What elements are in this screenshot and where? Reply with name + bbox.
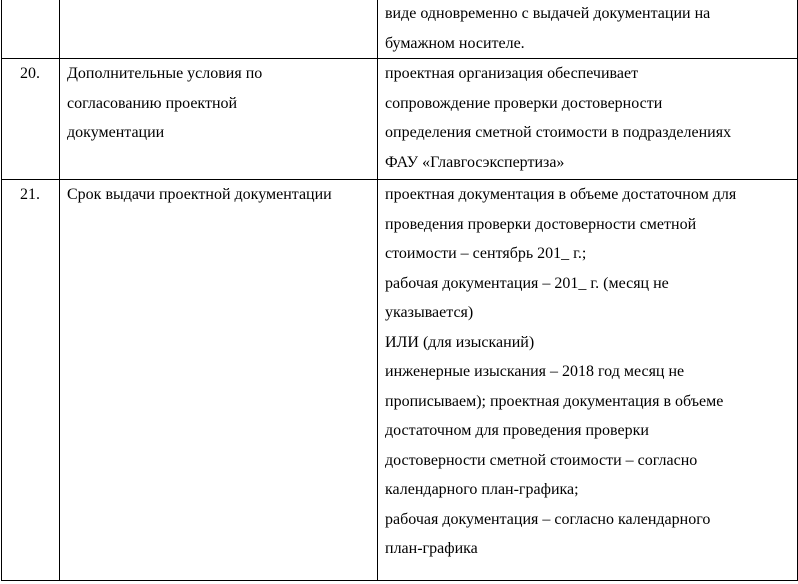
value-line: проектная документация в объеме достаточном для [385, 186, 737, 203]
value-line: рабочая документация – 201_ г. (месяц не [385, 274, 669, 292]
value-line: проведения проверки достоверности сметной [385, 215, 697, 233]
label-line: Срок выдачи проектной документации [67, 186, 332, 203]
row-label-cell [60, 0, 378, 59]
value-line: достоверности сметной стоимости – согласно [385, 451, 698, 469]
value-line: ФАУ «Главгосэкспертиза» [385, 153, 565, 171]
value-line: стоимости – сентябрь 201_ г.; [385, 245, 587, 262]
value-line: указывается) [385, 304, 474, 321]
value-line: определения сметной стоимости в подразделениях [385, 124, 732, 141]
row-value-cell [378, 180, 798, 581]
value-line: сопровождение проверки достоверности [385, 94, 663, 112]
value-line: ИЛИ (для изысканий) [385, 333, 535, 351]
table-row [2, 59, 798, 180]
value-line: достаточном для проведения проверки [385, 422, 649, 439]
label-line: документации [67, 124, 165, 141]
label-line: Дополнительные условия по [67, 65, 263, 82]
row-value-cell [378, 0, 798, 59]
value-line: план-графика [385, 540, 478, 557]
row-number-cell: 21. [2, 180, 60, 581]
table-row [2, 0, 798, 59]
value-line: инженерные изыскания – 2018 год месяц не [385, 363, 685, 380]
value-line: бумажном носителе. [385, 34, 525, 52]
value-line: прописываем); проектная документация в объеме [385, 392, 724, 410]
table-row [2, 180, 798, 581]
row-label-cell [60, 180, 378, 581]
value-line: виде одновременно с выдачей документации на [385, 5, 711, 22]
label-line: согласованию проектной [67, 94, 238, 112]
value-line: проектная организация обеспечивает [385, 65, 639, 82]
document-table [1, 0, 798, 581]
row-label-cell [60, 59, 378, 180]
row-number-cell: 20. [2, 59, 60, 180]
value-line: рабочая документация – согласно календарного [385, 510, 711, 528]
row-value-cell [378, 59, 798, 180]
value-line: календарного план-графика; [385, 481, 579, 498]
row-number-cell [2, 0, 60, 59]
